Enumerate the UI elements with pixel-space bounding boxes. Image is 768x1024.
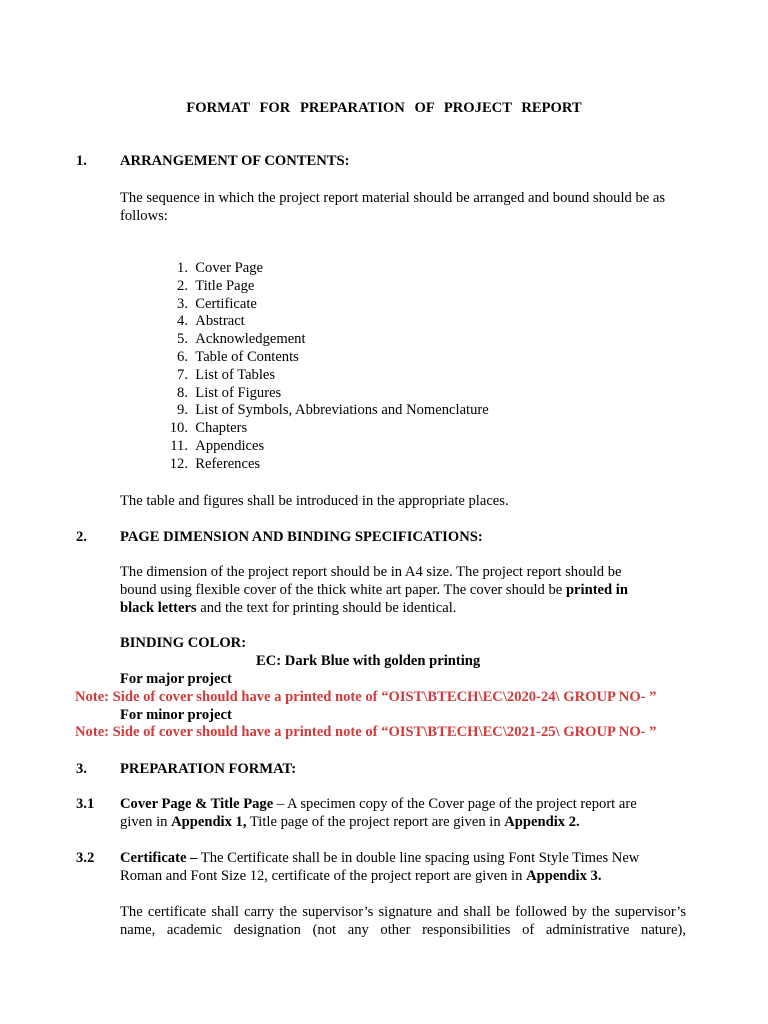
section-2-para-line-3-text: and the text for printing should be identical. [196,600,457,616]
section-3-1-number: 3.1 [76,796,95,812]
contents-list-item [160,420,489,438]
binding-color-label: BINDING COLOR: [120,635,247,651]
contents-list-item-label: List of Tables [195,366,276,383]
contents-list-item [160,331,489,349]
section-1-intro [120,189,686,225]
major-project-label: For major project [120,671,232,687]
section-3-1-paragraph [120,795,686,831]
contents-list-item-label: Cover Page [195,260,263,276]
section-3-number: 3. [76,761,87,777]
section-3-2-appendix-3: Appendix 3. [526,868,602,884]
section-3-2-lead: Certificate – [120,850,198,866]
section-3-2-line-2-text: Roman and Font Size 12, certificate of the project report are given in [120,868,527,884]
contents-list-item-label: List of Figures [195,384,282,401]
section-3-2-line-1 [120,849,686,867]
contents-list-item-number: 11. [170,437,188,454]
section-3-1-lead: Cover Page & Title Page [120,796,274,812]
section-3-1-line-1 [120,795,686,813]
section-3-heading: PREPARATION FORMAT: [120,761,297,777]
contents-list-item-label: Certificate [195,295,257,312]
contents-list-item-label: References [195,455,261,472]
contents-list-item-number: 9. [177,402,188,419]
section-3-2-line-2 [120,867,686,885]
contents-list-item-number: 12. [169,455,188,472]
section-2-para-line-2-text: bound using flexible cover of the thick white art paper. The cover should be [120,582,566,598]
section-3-1-line-2-text-c: Title page of the project report are given in [246,814,505,830]
contents-list-item-number: 7. [177,366,188,383]
section-2-para-line-1: The dimension of the project report should be in A4 size. The project report should be [120,564,622,580]
contents-list-item-label: Title Page [195,277,255,294]
section-3-2-para-2-line-2: name, academic designation (not any other responsibilities of administrative nature), [120,922,686,938]
major-project-note: Note: Side of cover should have a printed note of “OIST\BTECH\EC\2020-24\ GROUP NO- ” [75,689,657,705]
contents-list-item [160,296,489,314]
binding-color-value: EC: Dark Blue with golden printing [256,653,481,669]
section-1-number: 1. [76,153,87,169]
contents-list-item [160,402,489,420]
contents-list-item [160,313,489,331]
contents-list-item-number: 4. [177,313,188,330]
contents-list-item-number: 5. [177,331,188,348]
contents-list-item-label: Appendices [195,437,265,454]
contents-list-item [160,367,489,385]
section-2-heading: PAGE DIMENSION AND BINDING SPECIFICATIONS: [120,529,483,545]
section-3-1-appendix-2: Appendix 2. [504,814,580,830]
contents-list-item-number: 8. [177,384,188,401]
contents-list-item [160,456,489,474]
section-3-2-para-2-line-1: The certificate shall carry the supervisor’s signature and shall be followed by the supervisor’s [120,904,686,920]
contents-list-item [160,349,489,367]
section-2-number: 2. [76,529,87,545]
section-2-para-line-3-bold: black letters [120,600,197,616]
section-3-1-line-1-text: – A specimen copy of the Cover page of the project report are [273,796,637,812]
section-1-intro-line-1: The sequence in which the project report material should be arranged and bound should be as [120,190,666,206]
section-3-2-paragraph [120,849,686,885]
section-2-paragraph [120,563,686,617]
contents-list-item [160,260,489,278]
section-3-2-line-1-text: The Certificate shall be in double line spacing using Font Style Times New [197,850,640,866]
document-title: FORMAT FOR PREPARATION OF PROJECT REPORT [186,100,582,116]
section-3-1-line-2-text-a: given in [120,814,172,830]
contents-list-item-number: 10. [169,420,188,437]
minor-project-note: Note: Side of cover should have a printed note of “OIST\BTECH\EC\2021-25\ GROUP NO- ” [75,724,657,740]
contents-list-item-number: 3. [177,295,188,312]
section-3-1-line-2 [120,813,686,831]
section-3-2-number: 3.2 [76,850,95,866]
section-1-intro-line-2: follows: [120,208,168,224]
section-1-outro: The table and figures shall be introduced in the appropriate places. [120,493,509,509]
section-2-para-line-2 [120,581,686,599]
contents-list-item-number: 2. [177,277,188,294]
contents-list-item-label: Acknowledgement [195,331,306,348]
contents-list-item [160,438,489,456]
section-1-heading: ARRANGEMENT OF CONTENTS: [120,153,350,169]
section-3-1-appendix-1: Appendix 1, [171,814,247,830]
contents-list [160,260,489,474]
contents-list-item-number: 6. [177,348,188,365]
contents-list-item-label: Table of Contents [195,348,299,365]
contents-list-item-number: 1. [177,260,188,276]
section-2-para-line-2-bold: printed in [565,582,628,598]
contents-list-item-label: Abstract [195,313,245,330]
contents-list-item-label: List of Symbols, Abbreviations and Nomenclature [195,402,489,419]
contents-list-item [160,385,489,403]
contents-list-item [160,278,489,296]
minor-project-label: For minor project [120,707,232,723]
contents-list-item-label: Chapters [195,420,248,437]
section-3-2-paragraph-2 [120,903,686,939]
section-2-para-line-3 [120,599,686,617]
